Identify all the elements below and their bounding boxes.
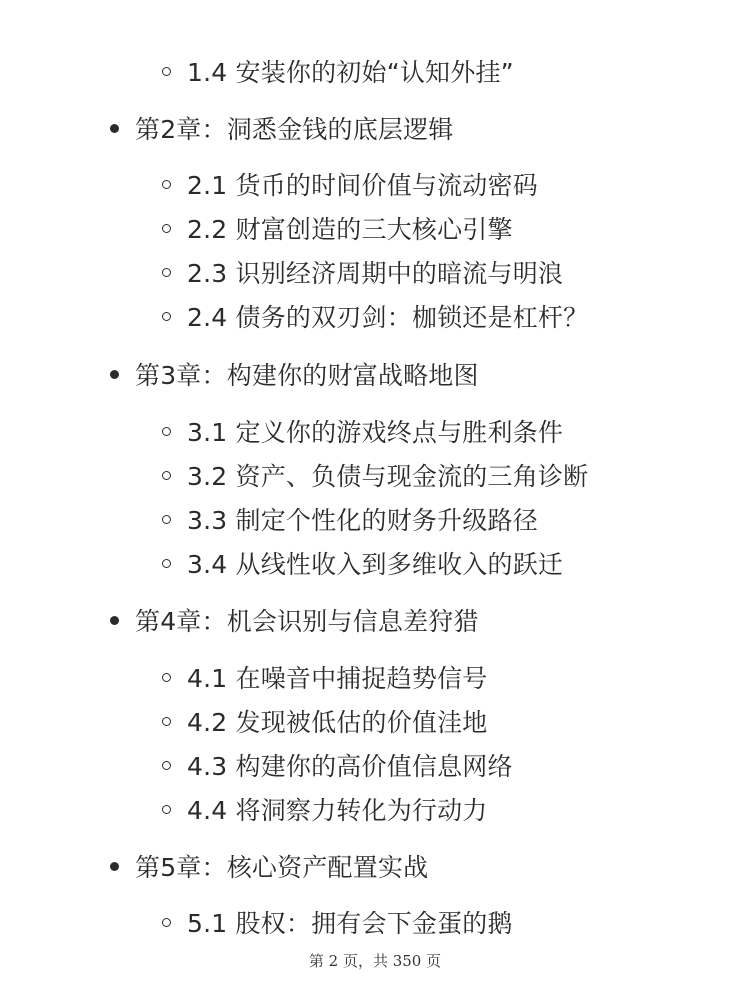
toc-section-4-1 <box>162 661 488 696</box>
hollow-bullet-icon <box>162 180 171 189</box>
filled-bullet-icon <box>110 862 119 871</box>
filled-bullet-icon <box>110 370 119 379</box>
toc-section-text: 4.3 构建你的高价值信息网络 <box>187 752 513 781</box>
hollow-bullet-icon <box>162 761 171 770</box>
toc-chapter-4 <box>110 604 479 639</box>
toc-section-4-4 <box>162 793 488 828</box>
toc-chapter-text: 第2章：洞悉金钱的底层逻辑 <box>135 115 454 144</box>
toc-chapter-5 <box>110 850 428 885</box>
toc-section-3-3 <box>162 503 538 538</box>
toc-section-text: 5.1 股权：拥有会下金蛋的鹅 <box>187 909 513 938</box>
hollow-bullet-icon <box>162 515 171 524</box>
toc-section-text: 2.2 财富创造的三大核心引擎 <box>187 215 513 244</box>
hollow-bullet-icon <box>162 268 171 277</box>
toc-section-text: 1.4 安装你的初始“认知外挂” <box>187 58 514 87</box>
filled-bullet-icon <box>110 616 119 625</box>
hollow-bullet-icon <box>162 427 171 436</box>
toc-section-2-1 <box>162 168 538 203</box>
toc-section-text: 4.1 在噪音中捕捉趋势信号 <box>187 664 488 693</box>
toc-section-text: 2.1 货币的时间价值与流动密码 <box>187 171 538 200</box>
toc-chapter-2 <box>110 112 454 147</box>
toc-section-2-4 <box>162 300 588 335</box>
toc-section-3-2 <box>162 459 588 494</box>
filled-bullet-icon <box>110 124 119 133</box>
hollow-bullet-icon <box>162 559 171 568</box>
toc-section-4-2 <box>162 705 488 740</box>
page-number-footer: 第 2 页，共 350 页 <box>308 952 442 970</box>
toc-section-text: 3.2 资产、负债与现金流的三角诊断 <box>187 462 589 491</box>
toc-section-5-1 <box>162 906 513 941</box>
toc-section-text: 3.4 从线性收入到多维收入的跃迁 <box>187 550 564 579</box>
toc-section-text: 2.3 识别经济周期中的暗流与明浪 <box>187 259 564 288</box>
toc-section-2-2 <box>162 212 513 247</box>
toc-section-text: 2.4 债务的双刃剑：枷锁还是杠杆？ <box>187 303 589 332</box>
toc-section-2-3 <box>162 256 563 291</box>
toc-section-3-4 <box>162 547 563 582</box>
toc-section-text: 4.2 发现被低估的价值洼地 <box>187 708 488 737</box>
hollow-bullet-icon <box>162 673 171 682</box>
toc-section-text: 3.1 定义你的游戏终点与胜利条件 <box>187 418 564 447</box>
toc-section-1-4 <box>162 55 514 90</box>
toc-section-4-3 <box>162 749 513 784</box>
hollow-bullet-icon <box>162 471 171 480</box>
hollow-bullet-icon <box>162 918 171 927</box>
toc-section-text: 3.3 制定个性化的财务升级路径 <box>187 506 538 535</box>
hollow-bullet-icon <box>162 805 171 814</box>
hollow-bullet-icon <box>162 67 171 76</box>
toc-chapter-text: 第5章：核心资产配置实战 <box>135 853 429 882</box>
toc-chapter-text: 第3章：构建你的财富战略地图 <box>135 361 479 390</box>
toc-section-3-1 <box>162 415 563 450</box>
toc-chapter-text: 第4章：机会识别与信息差狩猎 <box>135 607 479 636</box>
hollow-bullet-icon <box>162 312 171 321</box>
toc-section-text: 4.4 将洞察力转化为行动力 <box>187 796 488 825</box>
hollow-bullet-icon <box>162 717 171 726</box>
toc-chapter-3 <box>110 358 479 393</box>
hollow-bullet-icon <box>162 224 171 233</box>
